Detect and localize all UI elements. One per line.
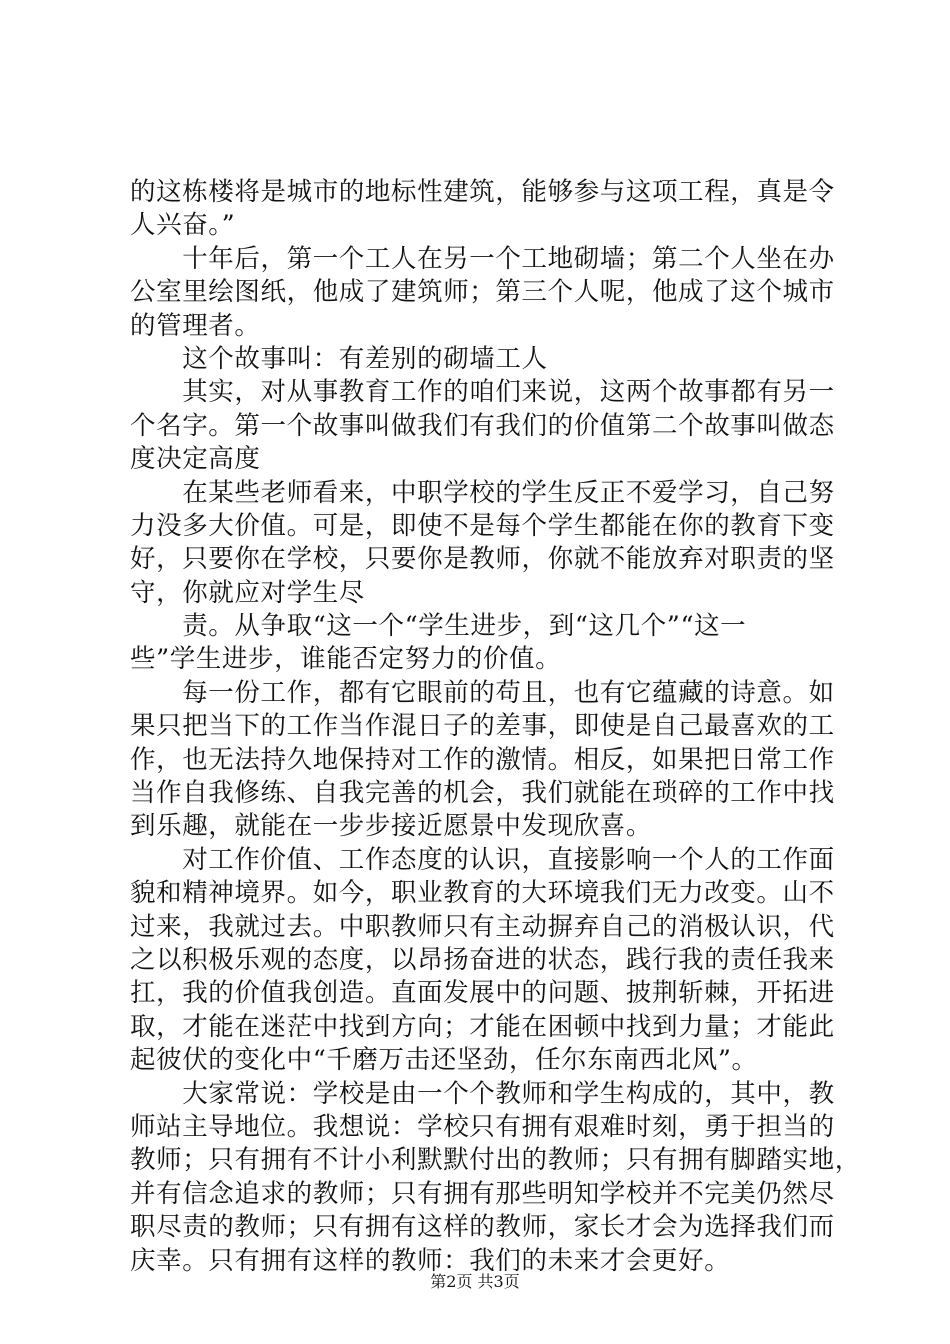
text-line: 取，才能在迷茫中找到方向；才能在困顿中找到力量；才能此 (130, 1011, 835, 1042)
text-line: 果只把当下的工作当作混日子的差事，即使是自己最喜欢的工 (130, 711, 835, 742)
text-line: 度决定高度 (130, 444, 261, 475)
text-line: 之以积极乐观的态度，以昂扬奋进的状态，践行我的责任我来 (130, 944, 835, 975)
text-line: 对工作价值、工作态度的认识，直接影响一个人的工作面 (130, 844, 835, 875)
text-line: 的这栋楼将是城市的地标性建筑，能够参与这项工程，真是令 (130, 177, 835, 207)
text-line: 些”学生进步，谁能否定努力的价值。 (130, 644, 562, 675)
text-line: 在某些老师看来，中职学校的学生反正不爱学习，自己努 (130, 477, 835, 508)
text-line: 个名字。第一个故事叫做我们有我们的价值第二个故事叫做态 (130, 410, 835, 441)
text-line: 好，只要你在学校，只要你是教师，你就不能放弃对职责的坚 (130, 544, 835, 575)
text-line: 作，也无法持久地保持对工作的激情。相反，如果把日常工作 (130, 744, 835, 775)
text-line: 职尽责的教师；只有拥有这样的教师，家长才会为选择我们而 (130, 1212, 835, 1243)
text-line: 过来，我就过去。中职教师只有主动摒弃自己的消极认识，代 (130, 911, 835, 942)
text-line: 公室里绘图纸，他成了建筑师；第三个人呢，他成了这个城市 (130, 277, 835, 308)
text-line: 这个故事叫：有差别的砌墙工人 (130, 343, 548, 374)
text-line: 庆幸。只有拥有这样的教师：我们的未来才会更好。 (130, 1245, 731, 1276)
text-line: 貌和精神境界。如今，职业教育的大环境我们无力改变。山不 (130, 878, 835, 909)
text-line: 教师；只有拥有不计小利默默付出的教师；只有拥有脚踏实地， (130, 1145, 861, 1176)
text-line: 大家常说：学校是由一个个教师和学生构成的，其中，教 (130, 1078, 835, 1109)
text-line: 守，你就应对学生尽 (130, 577, 365, 608)
page-number-footer: 第2页 共3页 (430, 1272, 520, 1291)
text-line: 人兴奋。” (130, 210, 236, 241)
text-line: 的管理者。 (130, 310, 261, 341)
text-line: 每一份工作，都有它眼前的苟且，也有它蕴藏的诗意。如 (130, 677, 835, 708)
text-line: 起彼伏的变化中“千磨万击还坚劲，任尔东南西北风”。 (130, 1045, 758, 1076)
text-line: 到乐趣，就能在一步步接近愿景中发现欣喜。 (130, 811, 653, 842)
text-line: 力没多大价值。可是，即使不是每个学生都能在你的教育下变 (130, 510, 835, 541)
document-body (130, 176, 861, 1278)
text-line: 扛，我的价值我创造。直面发展中的问题、披荆斩棘，开拓进 (130, 978, 835, 1009)
text-line: 当作自我修练、自我完善的机会，我们就能在琐碎的工作中找 (130, 778, 835, 809)
text-line: 十年后，第一个工人在另一个工地砌墙；第二个人坐在办 (130, 243, 835, 274)
text-line: 并有信念追求的教师；只有拥有那些明知学校并不完美仍然尽 (130, 1178, 835, 1209)
text-line: 师站主导地位。我想说：学校只有拥有艰难时刻，勇于担当的 (130, 1111, 835, 1142)
text-line: 其实，对从事教育工作的咱们来说，这两个故事都有另一 (130, 377, 835, 408)
text-line: 责。从争取“这一个“学生进步，到“这几个”“这一 (130, 611, 747, 642)
